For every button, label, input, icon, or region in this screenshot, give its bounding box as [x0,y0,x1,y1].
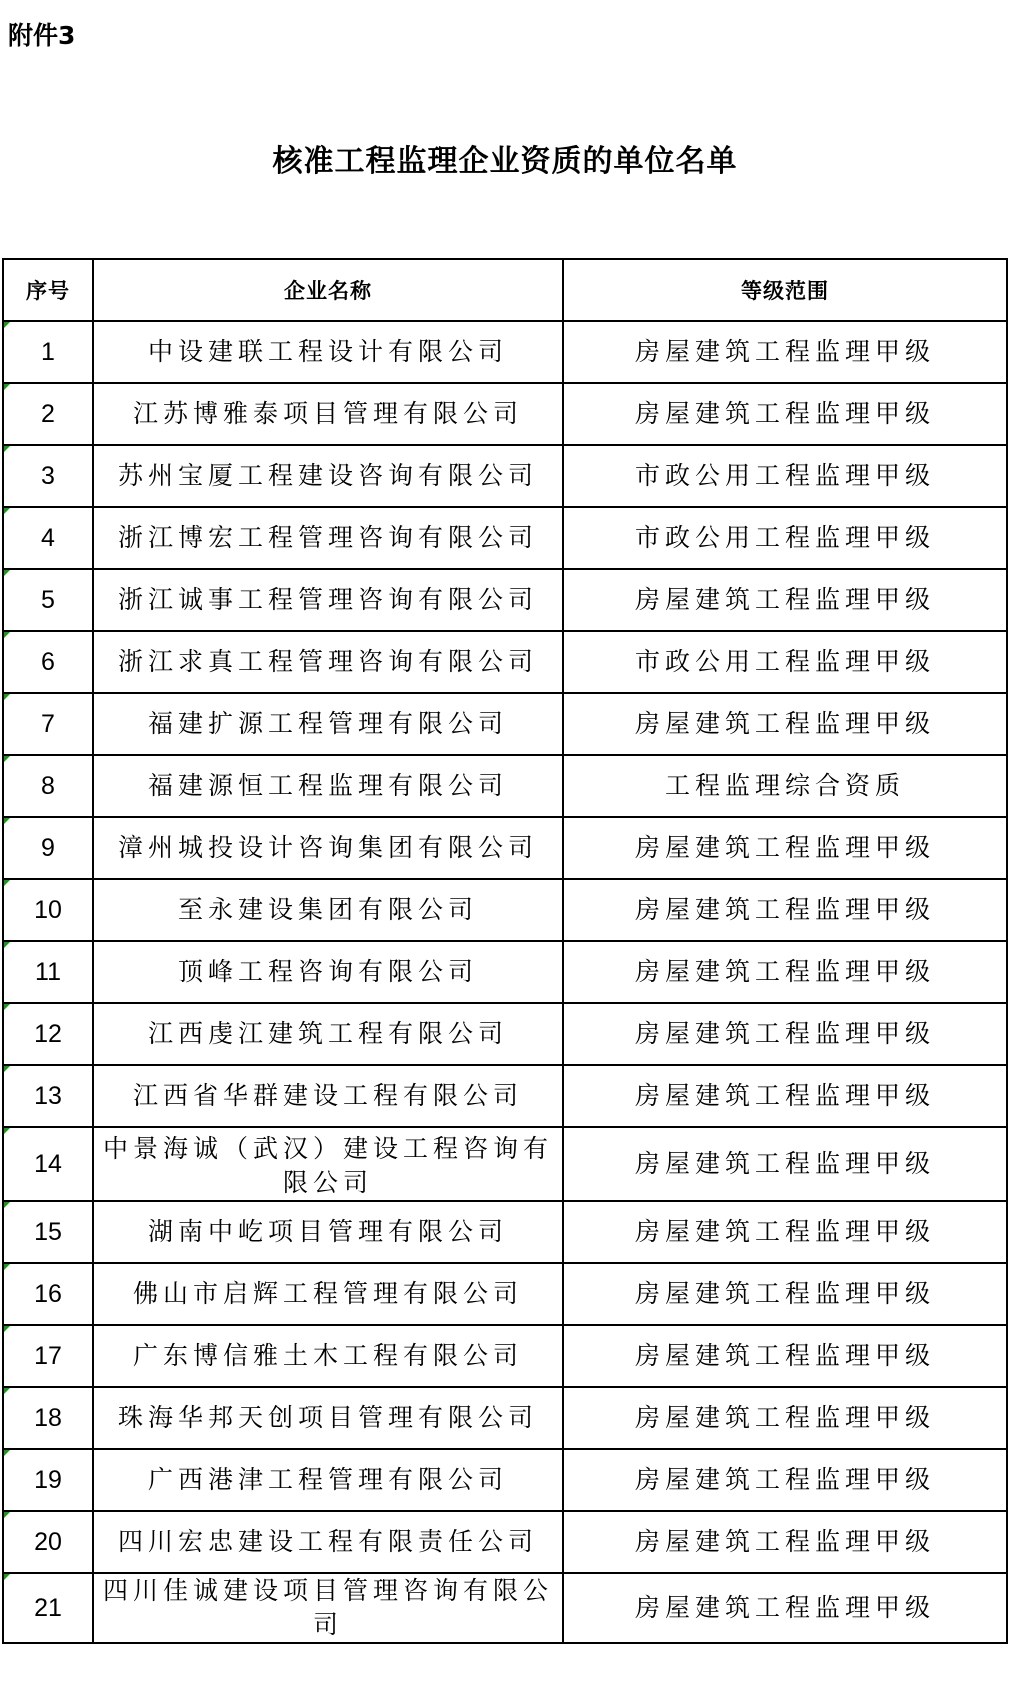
qualification-scope: 市政公用工程监理甲级 [563,445,1007,507]
table-row [3,1449,1007,1511]
qualification-scope: 房屋建筑工程监理甲级 [563,1263,1007,1325]
row-number: 18 [3,1387,93,1449]
company-name: 江苏博雅泰项目管理有限公司 [93,383,563,445]
page-title: 核准工程监理企业资质的单位名单 [272,144,738,179]
table-row [3,1387,1007,1449]
row-number: 5 [3,569,93,631]
table-row [3,569,1007,631]
company-name: 福建扩源工程管理有限公司 [93,693,563,755]
row-number: 4 [3,507,93,569]
table-row [3,755,1007,817]
row-number: 17 [3,1325,93,1387]
row-number: 2 [3,383,93,445]
qualification-scope: 市政公用工程监理甲级 [563,631,1007,693]
table-row [3,879,1007,941]
row-number: 21 [3,1573,93,1643]
qualification-scope: 房屋建筑工程监理甲级 [563,941,1007,1003]
company-name: 中景海诚（武汉）建设工程咨询有限公司 [93,1127,563,1201]
qualification-scope: 房屋建筑工程监理甲级 [563,1325,1007,1387]
header-company: 企业名称 [93,259,563,321]
qualification-scope: 房屋建筑工程监理甲级 [563,879,1007,941]
table-row [3,1065,1007,1127]
qualification-scope: 房屋建筑工程监理甲级 [563,1511,1007,1573]
qualification-scope: 房屋建筑工程监理甲级 [563,1065,1007,1127]
row-number: 12 [3,1003,93,1065]
company-name: 四川佳诚建设项目管理咨询有限公司 [93,1573,563,1643]
row-number: 14 [3,1127,93,1201]
row-number: 13 [3,1065,93,1127]
qualification-scope: 房屋建筑工程监理甲级 [563,321,1007,383]
header-no: 序号 [3,259,93,321]
company-name: 顶峰工程咨询有限公司 [93,941,563,1003]
row-number: 9 [3,817,93,879]
table-row [3,1511,1007,1573]
table-row [3,1003,1007,1065]
company-name: 四川宏忠建设工程有限责任公司 [93,1511,563,1573]
company-name: 至永建设集团有限公司 [93,879,563,941]
row-number: 15 [3,1201,93,1263]
table-header-row [3,259,1007,321]
qualification-scope: 房屋建筑工程监理甲级 [563,1127,1007,1201]
row-number: 6 [3,631,93,693]
company-name: 福建源恒工程监理有限公司 [93,755,563,817]
company-name: 中设建联工程设计有限公司 [93,321,563,383]
table-row [3,1127,1007,1201]
company-name: 浙江求真工程管理咨询有限公司 [93,631,563,693]
table-row [3,1201,1007,1263]
qualification-scope: 房屋建筑工程监理甲级 [563,1573,1007,1643]
table-row [3,631,1007,693]
header-scope: 等级范围 [563,259,1007,321]
attachment-label: 附件3 [8,21,76,50]
row-number: 11 [3,941,93,1003]
qualification-scope: 房屋建筑工程监理甲级 [563,1449,1007,1511]
table-row [3,1325,1007,1387]
company-list-table [2,258,1008,1644]
row-number: 10 [3,879,93,941]
table-row [3,321,1007,383]
row-number: 8 [3,755,93,817]
table-row [3,383,1007,445]
company-name: 佛山市启辉工程管理有限公司 [93,1263,563,1325]
company-name: 广东博信雅土木工程有限公司 [93,1325,563,1387]
qualification-scope: 房屋建筑工程监理甲级 [563,1387,1007,1449]
table-row [3,445,1007,507]
company-name: 漳州城投设计咨询集团有限公司 [93,817,563,879]
row-number: 1 [3,321,93,383]
table-row [3,941,1007,1003]
company-name: 浙江诚事工程管理咨询有限公司 [93,569,563,631]
row-number: 7 [3,693,93,755]
table-row [3,507,1007,569]
table-body [3,321,1007,1643]
company-name: 苏州宝厦工程建设咨询有限公司 [93,445,563,507]
company-name: 江西省华群建设工程有限公司 [93,1065,563,1127]
qualification-scope: 市政公用工程监理甲级 [563,507,1007,569]
row-number: 20 [3,1511,93,1573]
row-number: 16 [3,1263,93,1325]
qualification-scope: 工程监理综合资质 [563,755,1007,817]
row-number: 3 [3,445,93,507]
qualification-scope: 房屋建筑工程监理甲级 [563,817,1007,879]
qualification-scope: 房屋建筑工程监理甲级 [563,1201,1007,1263]
table-row [3,693,1007,755]
table-row [3,1573,1007,1643]
company-name: 珠海华邦天创项目管理有限公司 [93,1387,563,1449]
qualification-scope: 房屋建筑工程监理甲级 [563,1003,1007,1065]
table-row [3,1263,1007,1325]
qualification-scope: 房屋建筑工程监理甲级 [563,383,1007,445]
company-name: 江西虔江建筑工程有限公司 [93,1003,563,1065]
qualification-scope: 房屋建筑工程监理甲级 [563,693,1007,755]
company-name: 浙江博宏工程管理咨询有限公司 [93,507,563,569]
company-name: 湖南中屹项目管理有限公司 [93,1201,563,1263]
qualification-scope: 房屋建筑工程监理甲级 [563,569,1007,631]
table-row [3,817,1007,879]
company-name: 广西港津工程管理有限公司 [93,1449,563,1511]
row-number: 19 [3,1449,93,1511]
